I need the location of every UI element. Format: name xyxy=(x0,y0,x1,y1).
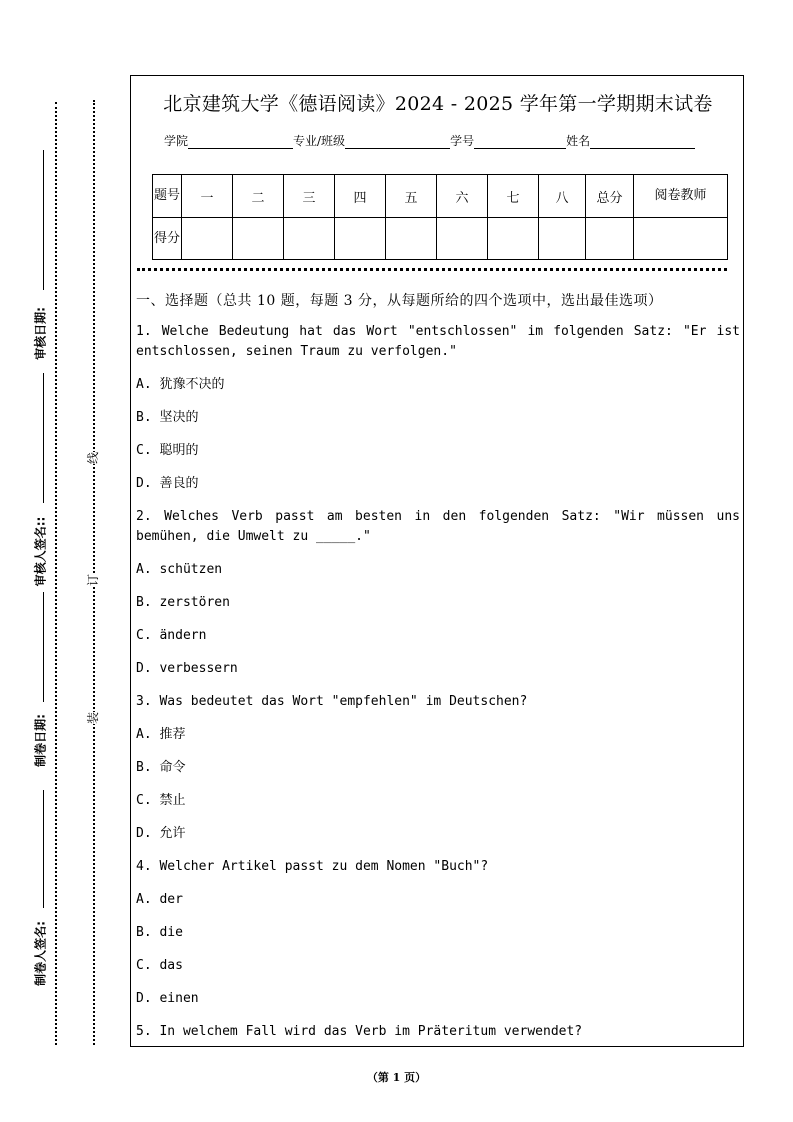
score-total-cell[interactable] xyxy=(586,218,634,260)
reviewer-sign-blank xyxy=(43,373,44,503)
exam-title: 北京建筑大学《德语阅读》2024 - 2025 学年第一学期期末试卷 xyxy=(163,93,713,115)
option: C. 禁止 xyxy=(136,793,186,808)
exam-frame xyxy=(130,75,744,1047)
option: C. ändern xyxy=(136,628,207,643)
score-cell[interactable] xyxy=(284,218,335,260)
score-cell[interactable] xyxy=(182,218,233,260)
score-cell[interactable] xyxy=(335,218,386,260)
option: D. verbessern xyxy=(136,661,238,676)
left-dotted-line xyxy=(55,102,57,1045)
option: D. 善良的 xyxy=(136,476,199,491)
binding-line-char: 线 xyxy=(86,451,101,465)
option: A. schützen xyxy=(136,562,223,577)
made-date-blank xyxy=(43,592,44,702)
major-blank[interactable] xyxy=(345,136,450,149)
score-table xyxy=(152,174,728,260)
col-8: 八 xyxy=(539,175,586,218)
score-table-header-row xyxy=(153,175,728,218)
name-blank[interactable] xyxy=(590,136,695,149)
binding-mount-char: 装 xyxy=(86,711,101,725)
col-1: 一 xyxy=(182,175,233,218)
option: D. einen xyxy=(136,991,199,1006)
col-7: 七 xyxy=(488,175,539,218)
section-heading: 一、选择题（总共 10 题，每题 3 分，从每题所给的四个选项中，选出最佳选项） xyxy=(136,293,663,309)
question-stem: 5. In welchem Fall wird das Verb im Präteritum verwendet? xyxy=(136,1024,583,1039)
question-no-label: 题号 xyxy=(153,175,182,218)
review-date-label: 审核日期: xyxy=(33,307,48,360)
option: B. die xyxy=(136,925,183,940)
col-6: 六 xyxy=(437,175,488,218)
col-2: 二 xyxy=(233,175,284,218)
reviewer-sign-label: 审核人签名:: xyxy=(33,516,48,587)
exam-content xyxy=(136,290,740,1055)
option: A. 犹豫不决的 xyxy=(136,377,225,392)
student-no-label: 学号 xyxy=(450,134,475,148)
col-3: 三 xyxy=(284,175,335,218)
college-blank[interactable] xyxy=(188,136,293,149)
col-4: 四 xyxy=(335,175,386,218)
question-stem: 2. Welches Verb passt am besten in den folgenden Satz: "Wir müssen uns bemühen, die Umwelt zu _____." xyxy=(136,509,740,544)
question-stem: 3. Was bedeutet das Wort "empfehlen" im Deutschen? xyxy=(136,694,528,709)
student-no-blank[interactable] xyxy=(474,136,566,149)
option: C. 聪明的 xyxy=(136,443,199,458)
score-cell[interactable] xyxy=(386,218,437,260)
page-number: （第 1 页） xyxy=(366,1071,427,1084)
score-label: 得分 xyxy=(153,218,182,260)
option: B. 坚决的 xyxy=(136,410,199,425)
option: B. 命令 xyxy=(136,760,186,775)
score-cell[interactable] xyxy=(488,218,539,260)
score-cell[interactable] xyxy=(233,218,284,260)
binding-bind-char: 订 xyxy=(86,573,101,587)
college-label: 学院 xyxy=(164,134,189,148)
question-stem: 4. Welcher Artikel passt zu dem Nomen "Buch"? xyxy=(136,859,489,874)
student-info-row xyxy=(164,132,695,149)
score-cell[interactable] xyxy=(539,218,586,260)
option: D. 允许 xyxy=(136,826,186,841)
made-date-label: 制卷日期: xyxy=(33,714,48,767)
major-label: 专业/班级 xyxy=(293,134,346,148)
question-stem: 1. Welche Bedeutung hat das Wort "entschlossen" im folgenden Satz: "Er ist entschlossen, seinen Traum zu verfolgen." xyxy=(136,324,740,359)
maker-sign-label: 制卷人签名: xyxy=(33,921,48,986)
option: A. 推荐 xyxy=(136,727,186,742)
option: C. das xyxy=(136,958,183,973)
dotted-separator xyxy=(137,268,727,271)
score-table-score-row xyxy=(153,218,728,260)
col-total: 总分 xyxy=(586,175,634,218)
option: A. der xyxy=(136,892,183,907)
option: B. zerstören xyxy=(136,595,230,610)
review-date-blank xyxy=(43,150,44,290)
maker-sign-blank xyxy=(43,790,44,908)
grader-cell[interactable] xyxy=(634,218,728,260)
binding-dotted-line xyxy=(93,100,95,1045)
col-grader: 阅卷教师 xyxy=(634,175,728,218)
name-label: 姓名 xyxy=(566,134,591,148)
col-5: 五 xyxy=(386,175,437,218)
score-cell[interactable] xyxy=(437,218,488,260)
